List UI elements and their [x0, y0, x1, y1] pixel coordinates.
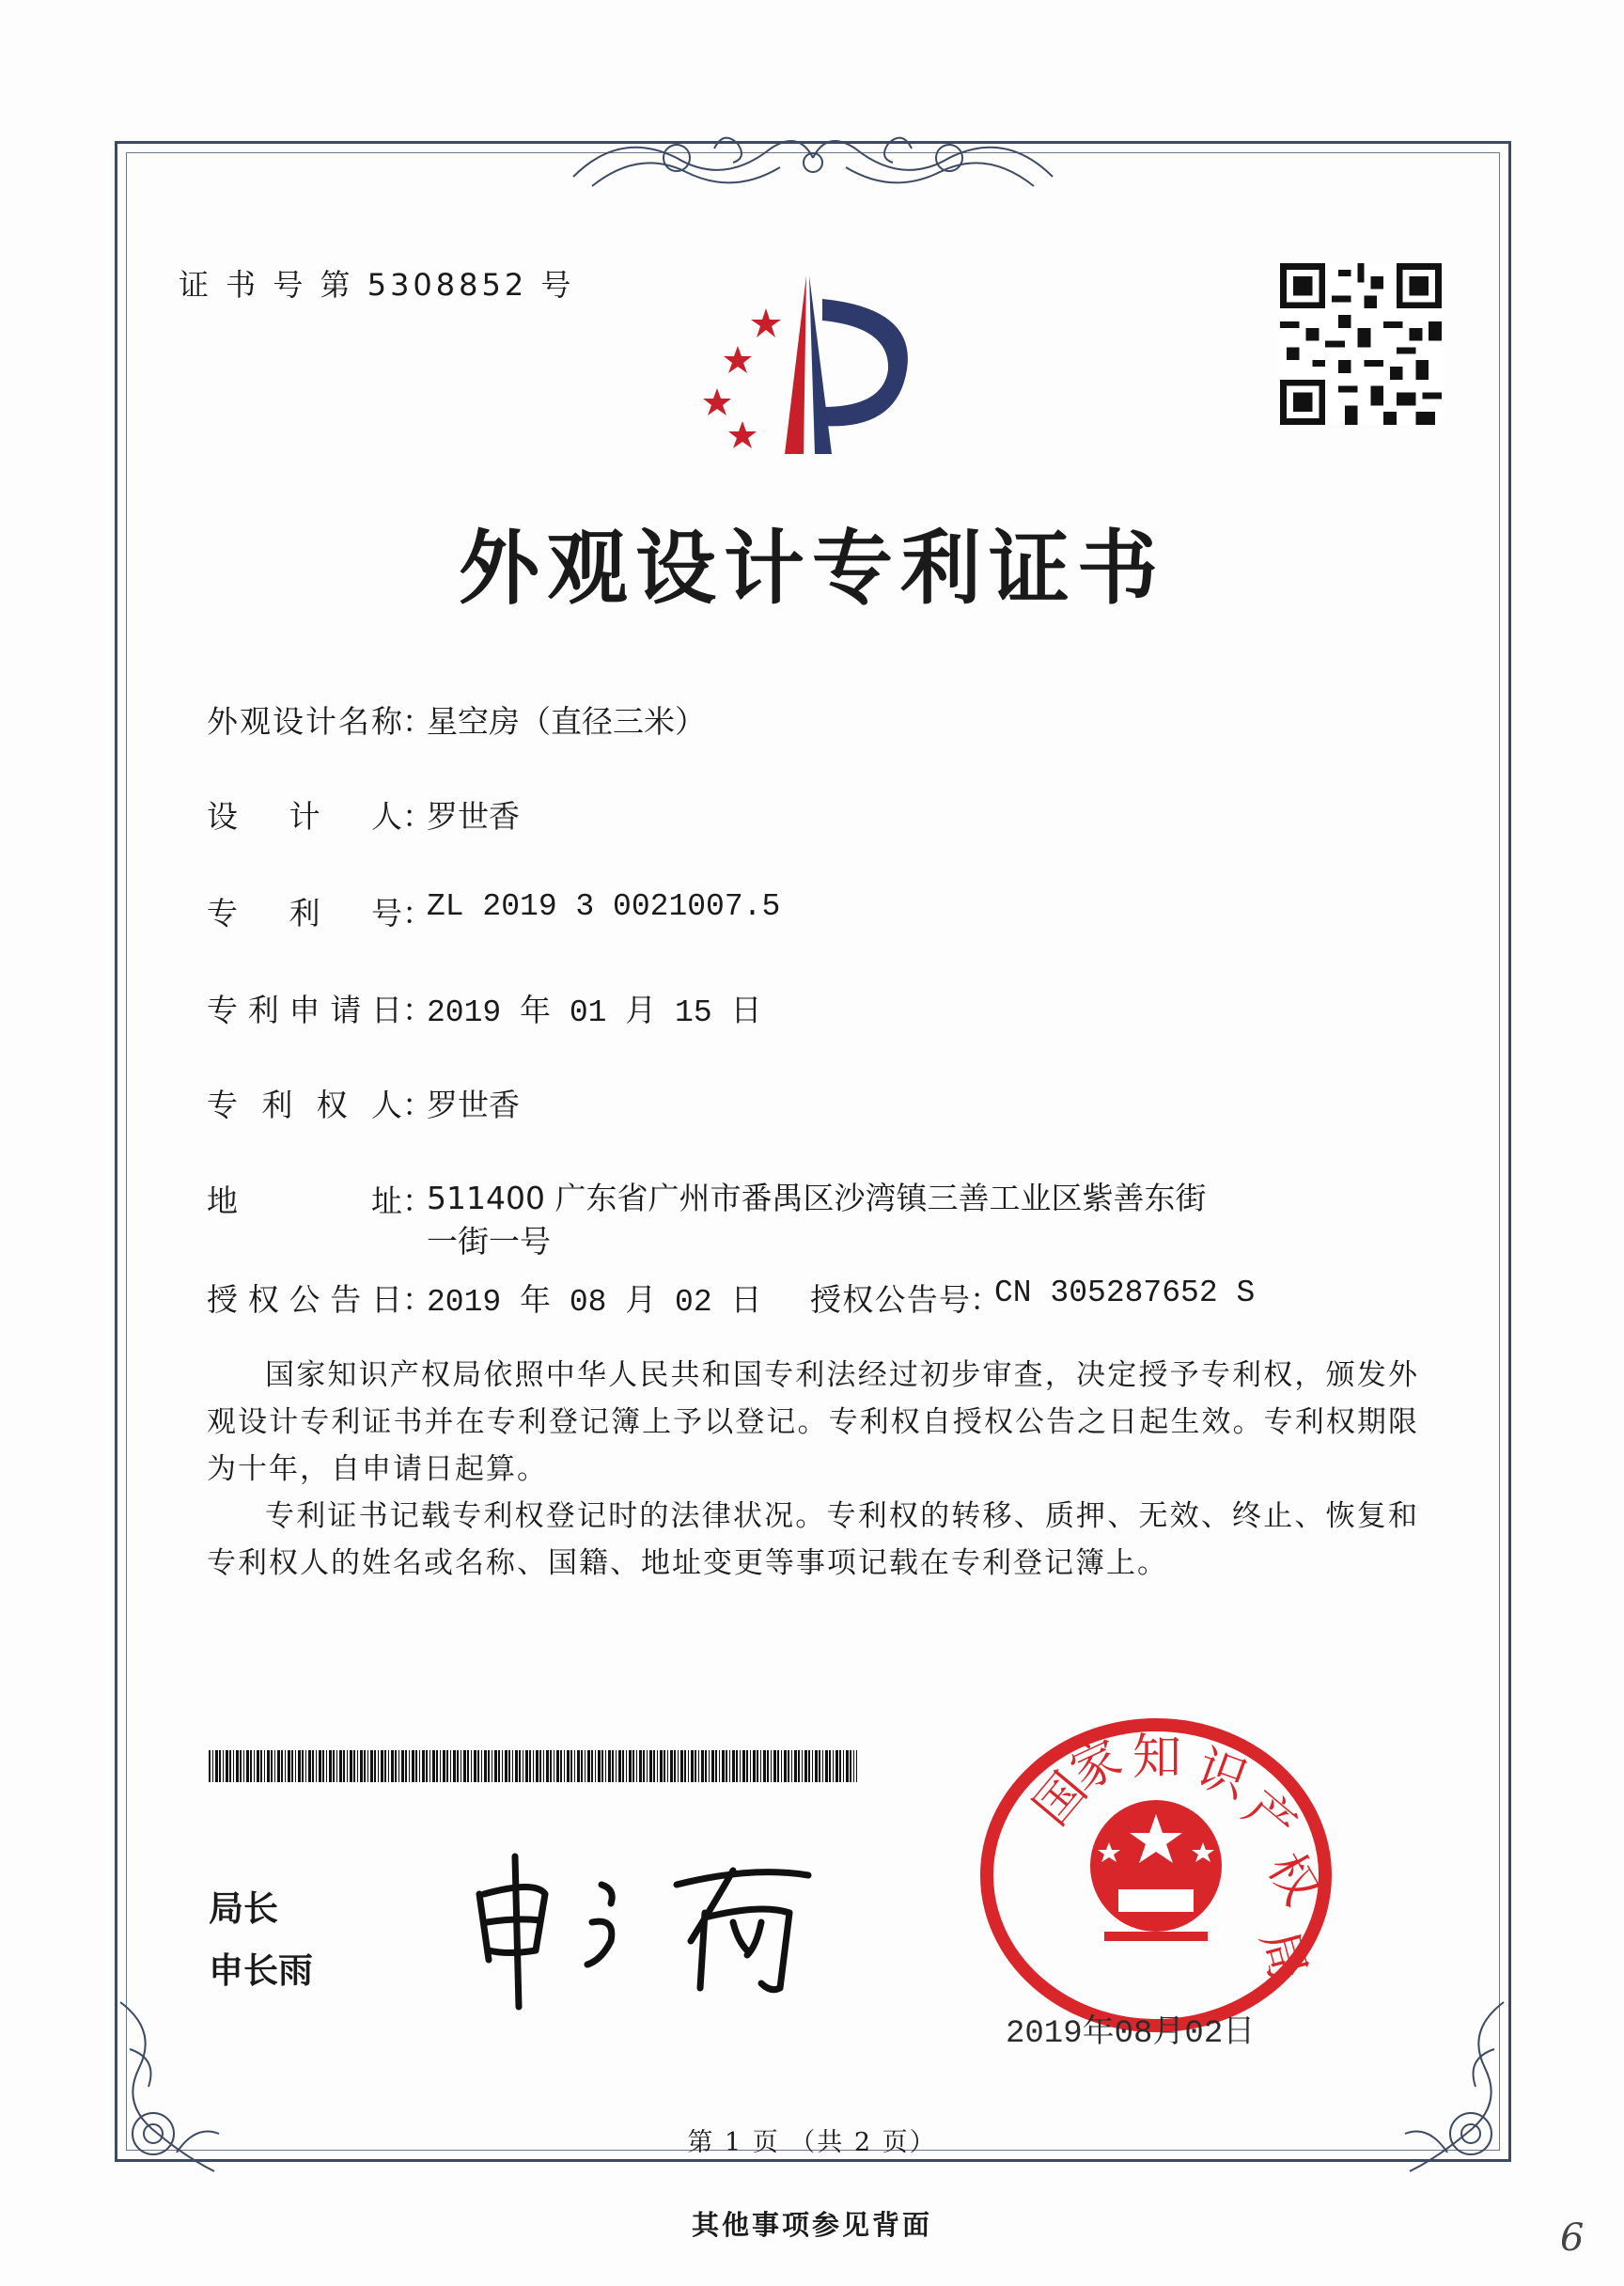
director-title: 局长 [209, 1888, 278, 1929]
certificate-number-suffix: 号 [540, 267, 575, 303]
certificate-number-value: 5308852 [367, 267, 528, 303]
field-label: 设计人 [207, 798, 402, 835]
field-label: 外观设计名称 [207, 703, 402, 740]
official-seal [968, 1715, 1344, 2035]
field-value: 2019 年 01 月 15 日 [427, 995, 762, 1030]
field-value: 罗世香 [427, 798, 520, 835]
field-patentee: 专利权人 ： 罗世香 [207, 1081, 520, 1125]
field-value: ZL 2019 3 0021007.5 [427, 889, 781, 924]
barcode [209, 1750, 857, 1782]
qr-code [1280, 263, 1442, 425]
certificate-number [179, 261, 574, 305]
footer-note: 其他事项参见背面 [691, 2209, 932, 2241]
field-label: 专利申请日 [207, 992, 402, 1028]
body-paragraph-1: 国家知识产权局依照中华人民共和国专利法经过初步审查，决定授予专利权，颁发外观设计专利证书并在专利登记簿上予以登记。专利权自授权公告之日起生效。专利权期限为十年，自申请日起算。 [207, 1358, 1419, 1486]
svg-text:国: 国 [1023, 1761, 1099, 1837]
field-value: 星空房（直径三米） [427, 703, 706, 740]
seal-date: 2019年08月02日 [1006, 2016, 1256, 2052]
field-filing-date: 专利申请日 ： 2019 年 01 月 15 日 [207, 986, 761, 1030]
handwritten-signature [451, 1828, 846, 2016]
director-name: 申长雨 [209, 1950, 313, 1991]
field-patent-number: 专利号 ： ZL 2019 3 0021007.5 [207, 889, 781, 932]
svg-text:家: 家 [1062, 1730, 1131, 1802]
field-label: 专利号 [207, 895, 402, 932]
field-label: 专利权人 [207, 1087, 402, 1123]
field-label: 授权公告号 [810, 1281, 970, 1318]
patent-office-emblem [691, 266, 940, 463]
margin-mark: 6 [1560, 2216, 1585, 2260]
field-label: 地址 [207, 1182, 402, 1219]
address-line-2: 一街一号 [427, 1223, 551, 1260]
field-design-name: 外观设计名称 ： 星空房（直径三米） [207, 697, 706, 742]
svg-text:产: 产 [1232, 1779, 1307, 1855]
field-value: 2019 年 08 月 02 日 [427, 1285, 762, 1320]
field-grant-number: 授权公告号 ： CN 305287652 S [810, 1276, 1256, 1318]
field-label: 授权公告日 [207, 1281, 402, 1318]
certificate-title: 外观设计专利证书 [459, 522, 1165, 616]
page-number: 第 1 页 （共 2 页） [687, 2128, 937, 2157]
body-paragraph-2: 专利证书记载专利权登记时的法律状况。专利权的转移、质押、无效、终止、恢复和专利权人的姓名或名称、国籍、地址变更等事项记载在专利登记簿上。 [207, 1499, 1419, 1580]
field-designer: 设计人 ： 罗世香 [207, 792, 520, 837]
field-value [427, 1177, 1206, 1263]
svg-text:知: 知 [1132, 1730, 1182, 1786]
field-value: 罗世香 [427, 1087, 520, 1123]
svg-text:权: 权 [1256, 1843, 1330, 1915]
address-line-1: 511400 广东省广州市番禺区沙湾镇三善工业区紫善东街 [427, 1180, 1207, 1216]
certificate-number-label: 证 书 号 第 [179, 267, 354, 303]
field-address: 地址 ： 511400 广东省广州市番禺区沙湾镇三善工业区紫善东街 一街一号 [207, 1177, 1206, 1263]
field-grant-date: 授权公告日 ： 2019 年 08 月 02 日 [207, 1276, 761, 1320]
svg-text:局: 局 [1249, 1924, 1317, 1987]
svg-text:识: 识 [1189, 1739, 1255, 1810]
top-ornament [564, 120, 1062, 205]
field-value: CN 305287652 S [994, 1276, 1256, 1310]
